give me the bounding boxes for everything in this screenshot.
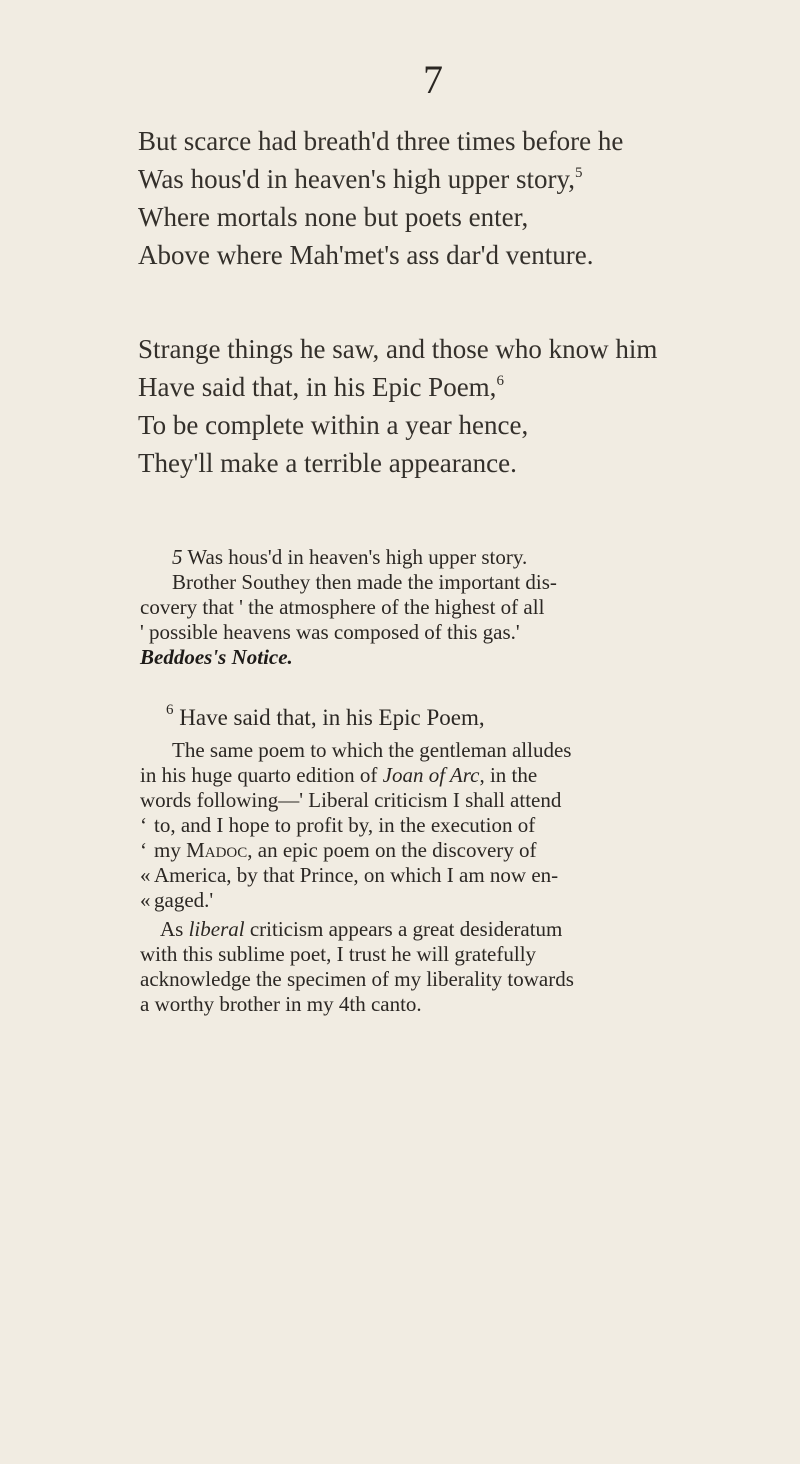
footnote-line: acknowledge the specimen of my liberality towards (140, 967, 574, 991)
footnote-text: , in the (479, 763, 538, 787)
footnote-source: Beddoes's Notice. (140, 645, 293, 669)
footnote-line: a worthy brother in my 4th canto. (140, 992, 422, 1016)
quote-mark: ‘ (140, 813, 147, 837)
verse-stanza-2 (138, 330, 738, 482)
footnote-line (140, 917, 730, 942)
footnote-marker: 5 (172, 545, 183, 569)
verse-line (138, 122, 738, 160)
verse-line (138, 444, 738, 482)
quote-mark: « (140, 888, 151, 912)
emphasis: liberal (188, 917, 245, 941)
verse-line (138, 198, 738, 236)
footnote-5 (140, 545, 730, 670)
verse-line (138, 330, 738, 368)
footnote-text: , an epic poem on the discovery of (247, 838, 537, 862)
verse-text: But scarce had breath'd three times before he (138, 126, 624, 156)
book-title: Joan of Arc (382, 763, 480, 787)
page-number: 7 (423, 57, 443, 102)
footnote-heading (140, 545, 730, 570)
footnote-text: to, and I hope to profit by, in the execution of (154, 813, 536, 837)
footnote-line: Brother Southey then made the important dis- (172, 570, 557, 594)
footnote-line (140, 763, 730, 788)
footnote-text: criticism appears a great desideratum (244, 917, 563, 941)
footnote-heading (140, 702, 730, 730)
verse-line (138, 236, 738, 274)
quote-mark: ‘ (140, 838, 147, 862)
footnote-line (140, 888, 730, 913)
quote-mark: « (140, 863, 151, 887)
footnote-text: As (160, 917, 189, 941)
verse-text: Have said that, in his Epic Poem, (138, 372, 497, 402)
verse-stanza-1 (138, 122, 738, 274)
verse-line (138, 160, 738, 198)
footnote-line: with this sublime poet, I trust he will gratefully (140, 942, 537, 966)
footnote-text: America, by that Prince, on which I am now en- (154, 863, 559, 887)
footnote-line (140, 863, 730, 888)
footnote-line: ' possible heavens was composed of this gas.' (140, 620, 520, 644)
footnote-6 (140, 702, 730, 1017)
verse-text: Strange things he saw, and those who know him (138, 334, 658, 364)
footnote-heading-text: Have said that, in his Epic Poem, (179, 705, 485, 730)
footnote-text: my (154, 838, 187, 862)
footnote-line: words following—' Liberal criticism I shall attend (140, 788, 562, 812)
verse-line (138, 368, 738, 406)
footnote-text: in his huge quarto edition of (140, 763, 383, 787)
footnote-ref-5: 5 (574, 165, 583, 181)
verse-line (138, 406, 738, 444)
verse-text: They'll make a terrible appearance. (138, 448, 517, 478)
footnote-ref-6: 6 (496, 373, 504, 389)
footnote-line: The same poem to which the gentleman alludes (172, 738, 572, 762)
footnote-heading-text: Was hous'd in heaven's high upper story. (187, 545, 528, 569)
verse-text: To be complete within a year hence, (138, 410, 529, 440)
book-title: Madoc (186, 838, 248, 862)
footnote-marker: 6 (166, 702, 174, 718)
footnote-line (140, 813, 730, 838)
verse-text: Was hous'd in heaven's high upper story, (138, 164, 575, 194)
footnote-line: covery that ' the atmosphere of the highest of all (140, 595, 545, 619)
footnote-text: gaged.' (154, 888, 214, 912)
verse-text: Where mortals none but poets enter, (138, 202, 529, 232)
verse-text: Above where Mah'met's ass dar'd venture. (138, 240, 594, 270)
footnote-line (140, 838, 730, 863)
